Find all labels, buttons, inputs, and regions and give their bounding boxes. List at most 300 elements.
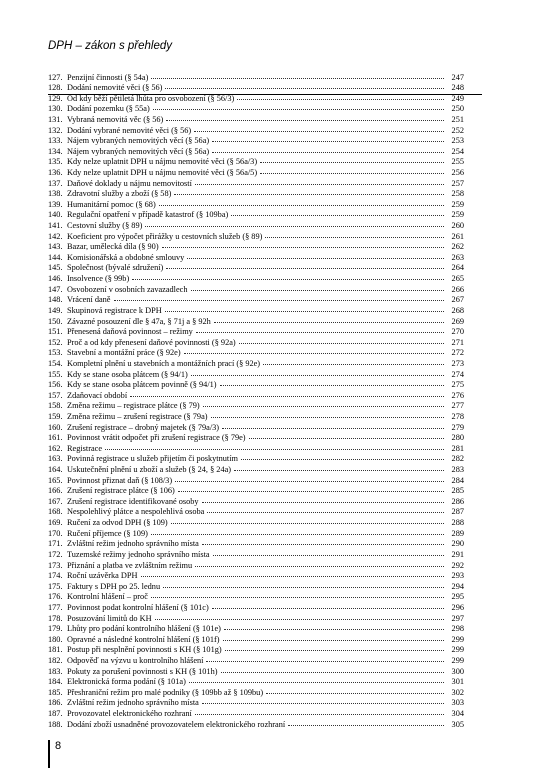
toc-entry bbox=[48, 157, 464, 168]
toc-entry-number: 185. bbox=[48, 687, 63, 697]
toc-entry-page: 280 bbox=[451, 433, 464, 443]
toc-entry-number: 161. bbox=[48, 433, 63, 443]
toc-entry-title: Odpověď na výzvu u kontrolního hlášení bbox=[67, 656, 204, 666]
toc-entry-title: Roční uzávěrka DPH bbox=[67, 571, 138, 581]
toc-entry-page: 281 bbox=[451, 443, 464, 453]
dot-leader bbox=[212, 607, 444, 609]
toc-entry-page: 270 bbox=[451, 327, 464, 337]
dot-leader bbox=[231, 214, 444, 216]
toc-entry-title: Zrušení registrace plátce (§ 106) bbox=[67, 486, 175, 496]
toc-entry bbox=[48, 486, 464, 497]
toc-entry-number: 178. bbox=[48, 613, 63, 623]
toc-entry-title: Kdy se stane osoba plátcem (§ 94/1) bbox=[67, 369, 188, 379]
dot-leader bbox=[212, 151, 444, 153]
toc-entry-number: 163. bbox=[48, 454, 63, 464]
toc-entry-page: 251 bbox=[451, 114, 464, 124]
dot-leader bbox=[141, 575, 444, 577]
toc-entry-page: 283 bbox=[451, 465, 464, 475]
toc-entry-number: 187. bbox=[48, 709, 63, 719]
toc-entry bbox=[48, 189, 464, 200]
toc-entry-number: 135. bbox=[48, 157, 63, 167]
toc-entry-page: 284 bbox=[451, 475, 464, 485]
toc-entry-number: 156. bbox=[48, 380, 63, 390]
toc-entry-title: Přeshraniční režim pro malé podniky (§ 109bb až § 109bu) bbox=[67, 687, 264, 697]
toc-entry-page: 299 bbox=[451, 656, 464, 666]
toc-entry-title: Společnost (bývalé sdružení) bbox=[67, 263, 164, 273]
toc-entry-number: 129. bbox=[48, 93, 63, 103]
toc-entry-number: 184. bbox=[48, 677, 63, 687]
header-title: DPH – zákon s přehledy bbox=[48, 40, 173, 52]
toc-entry-page: 299 bbox=[451, 645, 464, 655]
dot-leader bbox=[166, 267, 444, 269]
toc-entry-number: 155. bbox=[48, 369, 63, 379]
toc-entry-number: 130. bbox=[48, 104, 63, 114]
toc-entry-title: Kdy se stane osoba plátcem povinně (§ 94/1) bbox=[67, 380, 217, 390]
toc-entry-page: 282 bbox=[451, 454, 464, 464]
toc-entry-number: 148. bbox=[48, 295, 63, 305]
toc-entry-number: 128. bbox=[48, 83, 63, 93]
toc-entry-title: Kdy nelze uplatnit DPH u nájmu nemovité věci (§ 56a/5) bbox=[67, 167, 258, 177]
dot-leader bbox=[213, 554, 444, 556]
toc-entry bbox=[48, 592, 464, 603]
dot-leader bbox=[166, 119, 444, 121]
table-of-contents bbox=[48, 73, 464, 731]
toc-entry bbox=[48, 401, 464, 412]
toc-entry-number: 164. bbox=[48, 465, 63, 475]
toc-entry bbox=[48, 709, 464, 720]
toc-entry bbox=[48, 179, 464, 190]
dot-leader bbox=[202, 543, 444, 545]
toc-entry-title: Zdravotní služby a zboží (§ 58) bbox=[67, 189, 172, 199]
toc-entry bbox=[48, 688, 464, 699]
toc-entry bbox=[48, 370, 464, 381]
toc-entry-page: 296 bbox=[451, 602, 464, 612]
toc-entry-title: Zvláštní režim jednoho správního místa bbox=[67, 539, 199, 549]
toc-entry-title: Zvláštní režim jednoho správního místa bbox=[67, 698, 199, 708]
toc-entry-title: Osvobození v osobních zavazadlech bbox=[67, 284, 188, 294]
toc-entry-number: 159. bbox=[48, 412, 63, 421]
dot-leader bbox=[162, 246, 444, 248]
toc-entry-page: 255 bbox=[451, 157, 464, 167]
toc-entry-title: Stavební a montážní práce (§ 92e) bbox=[67, 348, 181, 358]
toc-entry-page: 305 bbox=[451, 719, 464, 729]
toc-entry-page: 290 bbox=[451, 539, 464, 549]
toc-entry bbox=[48, 507, 464, 518]
dot-leader bbox=[163, 586, 444, 588]
toc-entry-page: 288 bbox=[451, 518, 464, 528]
footer-bar bbox=[48, 740, 50, 768]
toc-entry-title: Opravné a následné kontrolní hlášení (§ 101f) bbox=[67, 634, 220, 644]
toc-entry-number: 146. bbox=[48, 274, 63, 284]
dot-leader bbox=[171, 522, 444, 524]
toc-entry-number: 132. bbox=[48, 125, 63, 135]
toc-entry-page: 277 bbox=[451, 401, 464, 411]
toc-entry-page: 279 bbox=[451, 422, 464, 432]
toc-entry bbox=[48, 253, 464, 264]
dot-leader bbox=[212, 140, 444, 142]
toc-entry bbox=[48, 391, 464, 402]
dot-leader bbox=[202, 702, 444, 704]
toc-entry bbox=[48, 104, 464, 115]
toc-entry bbox=[48, 454, 464, 465]
dot-leader bbox=[105, 448, 444, 450]
toc-entry bbox=[48, 656, 464, 667]
toc-entry bbox=[48, 83, 464, 94]
dot-leader bbox=[145, 225, 444, 227]
toc-entry-page: 292 bbox=[451, 560, 464, 570]
toc-entry-number: 141. bbox=[48, 221, 63, 231]
toc-entry-title: Nájem vybraných nemovitých věcí (§ 56a) bbox=[67, 136, 210, 146]
dot-leader bbox=[214, 321, 444, 323]
toc-entry-number: 180. bbox=[48, 634, 63, 644]
toc-entry-title: Daňové doklady u nájmu nemovitostí bbox=[67, 178, 192, 188]
toc-entry bbox=[48, 242, 464, 253]
toc-entry-page: 272 bbox=[451, 348, 464, 358]
toc-entry-page: 275 bbox=[451, 380, 464, 390]
toc-entry-page: 294 bbox=[451, 581, 464, 591]
toc-entry-number: 154. bbox=[48, 358, 63, 368]
toc-entry bbox=[48, 518, 464, 529]
toc-entry-page: 254 bbox=[451, 146, 464, 156]
toc-entry-page: 289 bbox=[451, 528, 464, 538]
toc-entry-title: Ručení za odvod DPH (§ 109) bbox=[67, 518, 168, 528]
toc-entry bbox=[48, 571, 464, 582]
dot-leader bbox=[132, 278, 444, 280]
toc-entry-number: 149. bbox=[48, 305, 63, 315]
dot-leader bbox=[237, 98, 444, 100]
toc-entry bbox=[48, 539, 464, 550]
dot-leader bbox=[165, 310, 444, 312]
toc-entry-title: Skupinová registrace k DPH bbox=[67, 305, 162, 315]
toc-entry-title: Změna režimu – registrace plátce (§ 79) bbox=[67, 401, 200, 411]
toc-entry-title: Penzijní činnosti (§ 54a) bbox=[67, 72, 149, 82]
toc-entry-title: Přenesená daňová povinnost – režimy bbox=[67, 327, 193, 337]
dot-leader bbox=[178, 490, 444, 492]
toc-entry bbox=[48, 614, 464, 625]
toc-entry-page: 286 bbox=[451, 496, 464, 506]
toc-entry-number: 175. bbox=[48, 581, 63, 591]
toc-entry bbox=[48, 476, 464, 487]
toc-entry-number: 172. bbox=[48, 549, 63, 559]
toc-entry bbox=[48, 94, 464, 105]
toc-entry-title: Závazné posouzení dle § 47a, § 71j a § 92h bbox=[67, 316, 211, 326]
toc-entry-page: 268 bbox=[451, 305, 464, 315]
toc-entry-title: Komisionářská a obdobné smlouvy bbox=[67, 252, 185, 262]
dot-leader bbox=[196, 331, 444, 333]
dot-leader bbox=[225, 649, 444, 651]
toc-entry-number: 145. bbox=[48, 263, 63, 273]
toc-entry-page: 278 bbox=[451, 412, 464, 421]
toc-entry-title: Provozovatel elektronického rozhraní bbox=[67, 709, 192, 719]
toc-entry-page: 295 bbox=[451, 592, 464, 602]
toc-entry-title: Kontrolní hlášení – proč bbox=[67, 592, 148, 602]
toc-entry-page: 285 bbox=[451, 486, 464, 496]
toc-entry bbox=[48, 677, 464, 688]
toc-entry bbox=[48, 295, 464, 306]
dot-leader bbox=[234, 469, 444, 471]
toc-entry-page: 252 bbox=[451, 125, 464, 135]
toc-entry-title: Postup při nesplnění povinnosti s KH (§ 101g) bbox=[67, 645, 222, 655]
toc-entry bbox=[48, 285, 464, 296]
dot-leader bbox=[211, 416, 444, 418]
toc-entry-title: Posuzování limitů do KH bbox=[67, 613, 152, 623]
toc-entry-number: 140. bbox=[48, 210, 63, 220]
dot-leader bbox=[263, 363, 444, 365]
toc-entry bbox=[48, 200, 464, 211]
toc-entry-title: Zrušení registrace identifikované osoby bbox=[67, 496, 199, 506]
toc-entry bbox=[48, 115, 464, 126]
toc-entry-title: Dodání nemovité věci (§ 56) bbox=[67, 83, 163, 93]
toc-entry bbox=[48, 624, 464, 635]
toc-entry bbox=[48, 412, 464, 423]
toc-entry-number: 143. bbox=[48, 242, 63, 252]
toc-entry-number: 170. bbox=[48, 528, 63, 538]
toc-entry-page: 253 bbox=[451, 136, 464, 146]
toc-entry-page: 276 bbox=[451, 390, 464, 400]
toc-entry-page: 259 bbox=[451, 199, 464, 209]
toc-entry-page: 267 bbox=[451, 295, 464, 305]
toc-entry-title: Vrácení daně bbox=[67, 295, 111, 305]
toc-entry-page: 265 bbox=[451, 274, 464, 284]
toc-entry-number: 147. bbox=[48, 284, 63, 294]
toc-entry-title: Od kdy běží pětiletá lhůta pro osvobození (§ 56/3) bbox=[67, 93, 235, 103]
toc-entry-page: 266 bbox=[451, 284, 464, 294]
toc-entry-number: 168. bbox=[48, 507, 63, 517]
toc-entry-number: 160. bbox=[48, 422, 63, 432]
toc-entry-number: 171. bbox=[48, 539, 63, 549]
toc-entry-title: Insolvence (§ 99b) bbox=[67, 274, 130, 284]
toc-entry-number: 152. bbox=[48, 337, 63, 347]
toc-entry-title: Povinnost podat kontrolní hlášení (§ 101c) bbox=[67, 602, 209, 612]
toc-entry-page: 261 bbox=[451, 231, 464, 241]
toc-entry-page: 302 bbox=[451, 687, 464, 697]
toc-entry-number: 183. bbox=[48, 666, 63, 676]
dot-leader bbox=[260, 161, 444, 163]
dot-leader bbox=[165, 87, 444, 89]
toc-entry-title: Tuzemské režimy jednoho správního místa bbox=[67, 549, 210, 559]
dot-leader bbox=[175, 480, 444, 482]
dot-leader bbox=[220, 384, 444, 386]
dot-leader bbox=[130, 395, 444, 397]
toc-entry bbox=[48, 465, 464, 476]
toc-entry-title: Přiznání a platba ve zvláštním režimu bbox=[67, 560, 193, 570]
dot-leader bbox=[191, 289, 445, 291]
toc-entry-number: 181. bbox=[48, 645, 63, 655]
toc-entry-title: Kdy nelze uplatnit DPH u nájmu nemovité věci (§ 56a/3) bbox=[67, 157, 258, 167]
dot-leader bbox=[194, 130, 444, 132]
toc-entry-title: Kompletní plnění u stavebních a montážních prací (§ 92e) bbox=[67, 358, 261, 368]
toc-entry-title: Pokuty za porušení povinnosti s KH (§ 101h) bbox=[67, 666, 218, 676]
toc-entry-title: Proč a od kdy přenesení daňové povinnosti (§ 92a) bbox=[67, 337, 236, 347]
toc-entry-title: Nájem vybraných nemovitých věcí (§ 56a) bbox=[67, 146, 210, 156]
dot-leader bbox=[114, 299, 445, 301]
dot-leader bbox=[222, 427, 444, 429]
toc-entry bbox=[48, 263, 464, 274]
toc-entry bbox=[48, 582, 464, 593]
toc-entry-number: 165. bbox=[48, 475, 63, 485]
toc-entry bbox=[48, 698, 464, 709]
toc-entry-page: 260 bbox=[451, 221, 464, 231]
toc-entry-title: Změna režimu – zrušení registrace (§ 79a) bbox=[67, 412, 208, 421]
dot-leader bbox=[249, 437, 444, 439]
toc-entry bbox=[48, 73, 464, 84]
dot-leader bbox=[151, 77, 444, 79]
toc-entry-page: 287 bbox=[451, 507, 464, 517]
dot-leader bbox=[187, 257, 444, 259]
toc-entry-page: 304 bbox=[451, 709, 464, 719]
dot-leader bbox=[191, 374, 444, 376]
toc-entry-page: 248 bbox=[451, 83, 464, 93]
toc-entry-title: Povinnost přiznat daň (§ 108/3) bbox=[67, 475, 173, 485]
toc-entry bbox=[48, 497, 464, 508]
dot-leader bbox=[207, 511, 444, 513]
toc-entry-number: 167. bbox=[48, 496, 63, 506]
toc-entry-number: 173. bbox=[48, 560, 63, 570]
toc-entry-page: 250 bbox=[451, 104, 464, 114]
toc-entry bbox=[48, 433, 464, 444]
dot-leader bbox=[202, 501, 444, 503]
toc-entry-number: 177. bbox=[48, 602, 63, 612]
toc-entry-title: Bazar, umělecká díla (§ 90) bbox=[67, 242, 159, 252]
toc-entry-number: 133. bbox=[48, 136, 63, 146]
toc-entry-number: 139. bbox=[48, 199, 63, 209]
toc-entry-number: 142. bbox=[48, 231, 63, 241]
toc-entry-title: Dodání pozemku (§ 55a) bbox=[67, 104, 150, 114]
toc-entry-page: 298 bbox=[451, 624, 464, 634]
toc-entry-title: Ručení příjemce (§ 109) bbox=[67, 528, 148, 538]
toc-entry-number: 144. bbox=[48, 252, 63, 262]
dot-leader bbox=[224, 628, 444, 630]
dot-leader bbox=[223, 639, 444, 641]
toc-entry-number: 138. bbox=[48, 189, 63, 199]
toc-entry-number: 134. bbox=[48, 146, 63, 156]
toc-entry-number: 182. bbox=[48, 656, 63, 666]
toc-entry-page: 293 bbox=[451, 571, 464, 581]
dot-leader bbox=[203, 405, 444, 407]
toc-entry-title: Povinná registrace u služeb přijetím či poskytnutím bbox=[67, 454, 238, 464]
dot-leader bbox=[195, 565, 444, 567]
dot-leader bbox=[288, 724, 444, 726]
dot-leader bbox=[151, 596, 444, 598]
page-number: 8 bbox=[55, 740, 62, 752]
toc-entry bbox=[48, 221, 464, 232]
dot-leader bbox=[239, 342, 444, 344]
toc-entry-number: 162. bbox=[48, 443, 63, 453]
toc-entry bbox=[48, 274, 464, 285]
toc-entry-number: 131. bbox=[48, 114, 63, 124]
toc-entry-title: Zdaňovací období bbox=[67, 390, 128, 400]
toc-entry-number: 179. bbox=[48, 624, 63, 634]
toc-entry bbox=[48, 210, 464, 221]
toc-entry-title: Cestovní služby (§ 89) bbox=[67, 221, 143, 231]
toc-entry-number: 174. bbox=[48, 571, 63, 581]
toc-entry-page: 262 bbox=[451, 242, 464, 252]
toc-entry bbox=[48, 232, 464, 243]
dot-leader bbox=[153, 108, 444, 110]
toc-entry bbox=[48, 317, 464, 328]
dot-leader bbox=[195, 713, 444, 715]
toc-entry-page: 303 bbox=[451, 698, 464, 708]
toc-entry-number: 158. bbox=[48, 401, 63, 411]
toc-entry-page: 263 bbox=[451, 252, 464, 262]
toc-entry bbox=[48, 635, 464, 646]
toc-entry bbox=[48, 338, 464, 349]
toc-entry-number: 166. bbox=[48, 486, 63, 496]
dot-leader bbox=[241, 458, 444, 460]
toc-entry-number: 150. bbox=[48, 316, 63, 326]
toc-entry bbox=[48, 147, 464, 158]
toc-entry bbox=[48, 667, 464, 678]
toc-entry-page: 269 bbox=[451, 316, 464, 326]
dot-leader bbox=[265, 236, 444, 238]
toc-entry-title: Zrušení registrace – drobný majetek (§ 79a/3) bbox=[67, 422, 220, 432]
toc-entry-title: Lhůty pro podání kontrolního hlášení (§ 101e) bbox=[67, 624, 221, 634]
dot-leader bbox=[260, 172, 444, 174]
toc-entry-number: 188. bbox=[48, 719, 63, 729]
toc-entry-page: 258 bbox=[451, 189, 464, 199]
toc-entry-number: 136. bbox=[48, 167, 63, 177]
dot-leader bbox=[174, 193, 444, 195]
toc-entry-page: 259 bbox=[451, 210, 464, 220]
dot-leader bbox=[189, 681, 444, 683]
toc-entry-page: 299 bbox=[451, 634, 464, 644]
toc-entry-number: 157. bbox=[48, 390, 63, 400]
toc-entry-number: 186. bbox=[48, 698, 63, 708]
toc-entry bbox=[48, 168, 464, 179]
toc-entry-number: 176. bbox=[48, 592, 63, 602]
toc-entry-title: Registrace bbox=[67, 443, 103, 453]
toc-entry-page: 297 bbox=[451, 613, 464, 623]
dot-leader bbox=[221, 671, 445, 673]
toc-entry-page: 300 bbox=[451, 666, 464, 676]
toc-entry-title: Regulační opatření v případě katastrof (§ 109ba) bbox=[67, 210, 229, 220]
toc-entry-title: Povinnost vrátit odpočet při zrušení registrace (§ 79e) bbox=[67, 433, 246, 443]
toc-entry bbox=[48, 603, 464, 614]
toc-entry-number: 127. bbox=[48, 72, 63, 82]
toc-entry-number: 151. bbox=[48, 327, 63, 337]
toc-entry-page: 271 bbox=[451, 337, 464, 347]
running-header bbox=[48, 40, 482, 52]
toc-entry bbox=[48, 380, 464, 391]
dot-leader bbox=[266, 692, 444, 694]
toc-entry-title: Uskutečnění plnění u zboží a služeb (§ 24, § 24a) bbox=[67, 465, 232, 475]
toc-entry bbox=[48, 327, 464, 338]
toc-entry-page: 291 bbox=[451, 549, 464, 559]
dot-leader bbox=[159, 204, 444, 206]
dot-leader bbox=[155, 618, 444, 620]
dot-leader bbox=[184, 352, 444, 354]
toc-entry-title: Nespolehlivý plátce a nespolehlivá osoba bbox=[67, 507, 205, 517]
toc-entry-title: Elektronická forma podání (§ 101a) bbox=[67, 677, 186, 687]
toc-entry-page: 274 bbox=[451, 369, 464, 379]
toc-entry-page: 273 bbox=[451, 358, 464, 368]
toc-entry bbox=[48, 720, 464, 731]
toc-entry bbox=[48, 423, 464, 434]
toc-entry bbox=[48, 348, 464, 359]
toc-entry-title: Humanitární pomoc (§ 68) bbox=[67, 199, 156, 209]
toc-entry-title: Koeficient pro výpočet přirážky u cestovních služeb (§ 89) bbox=[67, 231, 263, 241]
toc-entry bbox=[48, 561, 464, 572]
toc-entry bbox=[48, 550, 464, 561]
toc-entry-title: Dodání vybrané nemovité věci (§ 56) bbox=[67, 125, 192, 135]
toc-entry-page: 256 bbox=[451, 167, 464, 177]
toc-entry-page: 247 bbox=[451, 72, 464, 82]
toc-entry-number: 153. bbox=[48, 348, 63, 358]
toc-entry-page: 301 bbox=[451, 677, 464, 687]
toc-entry-title: Dodání zboží usnadněné provozovatelem elektronického rozhraní bbox=[67, 719, 286, 729]
toc-entry bbox=[48, 529, 464, 540]
toc-entry-page: 257 bbox=[451, 178, 464, 188]
